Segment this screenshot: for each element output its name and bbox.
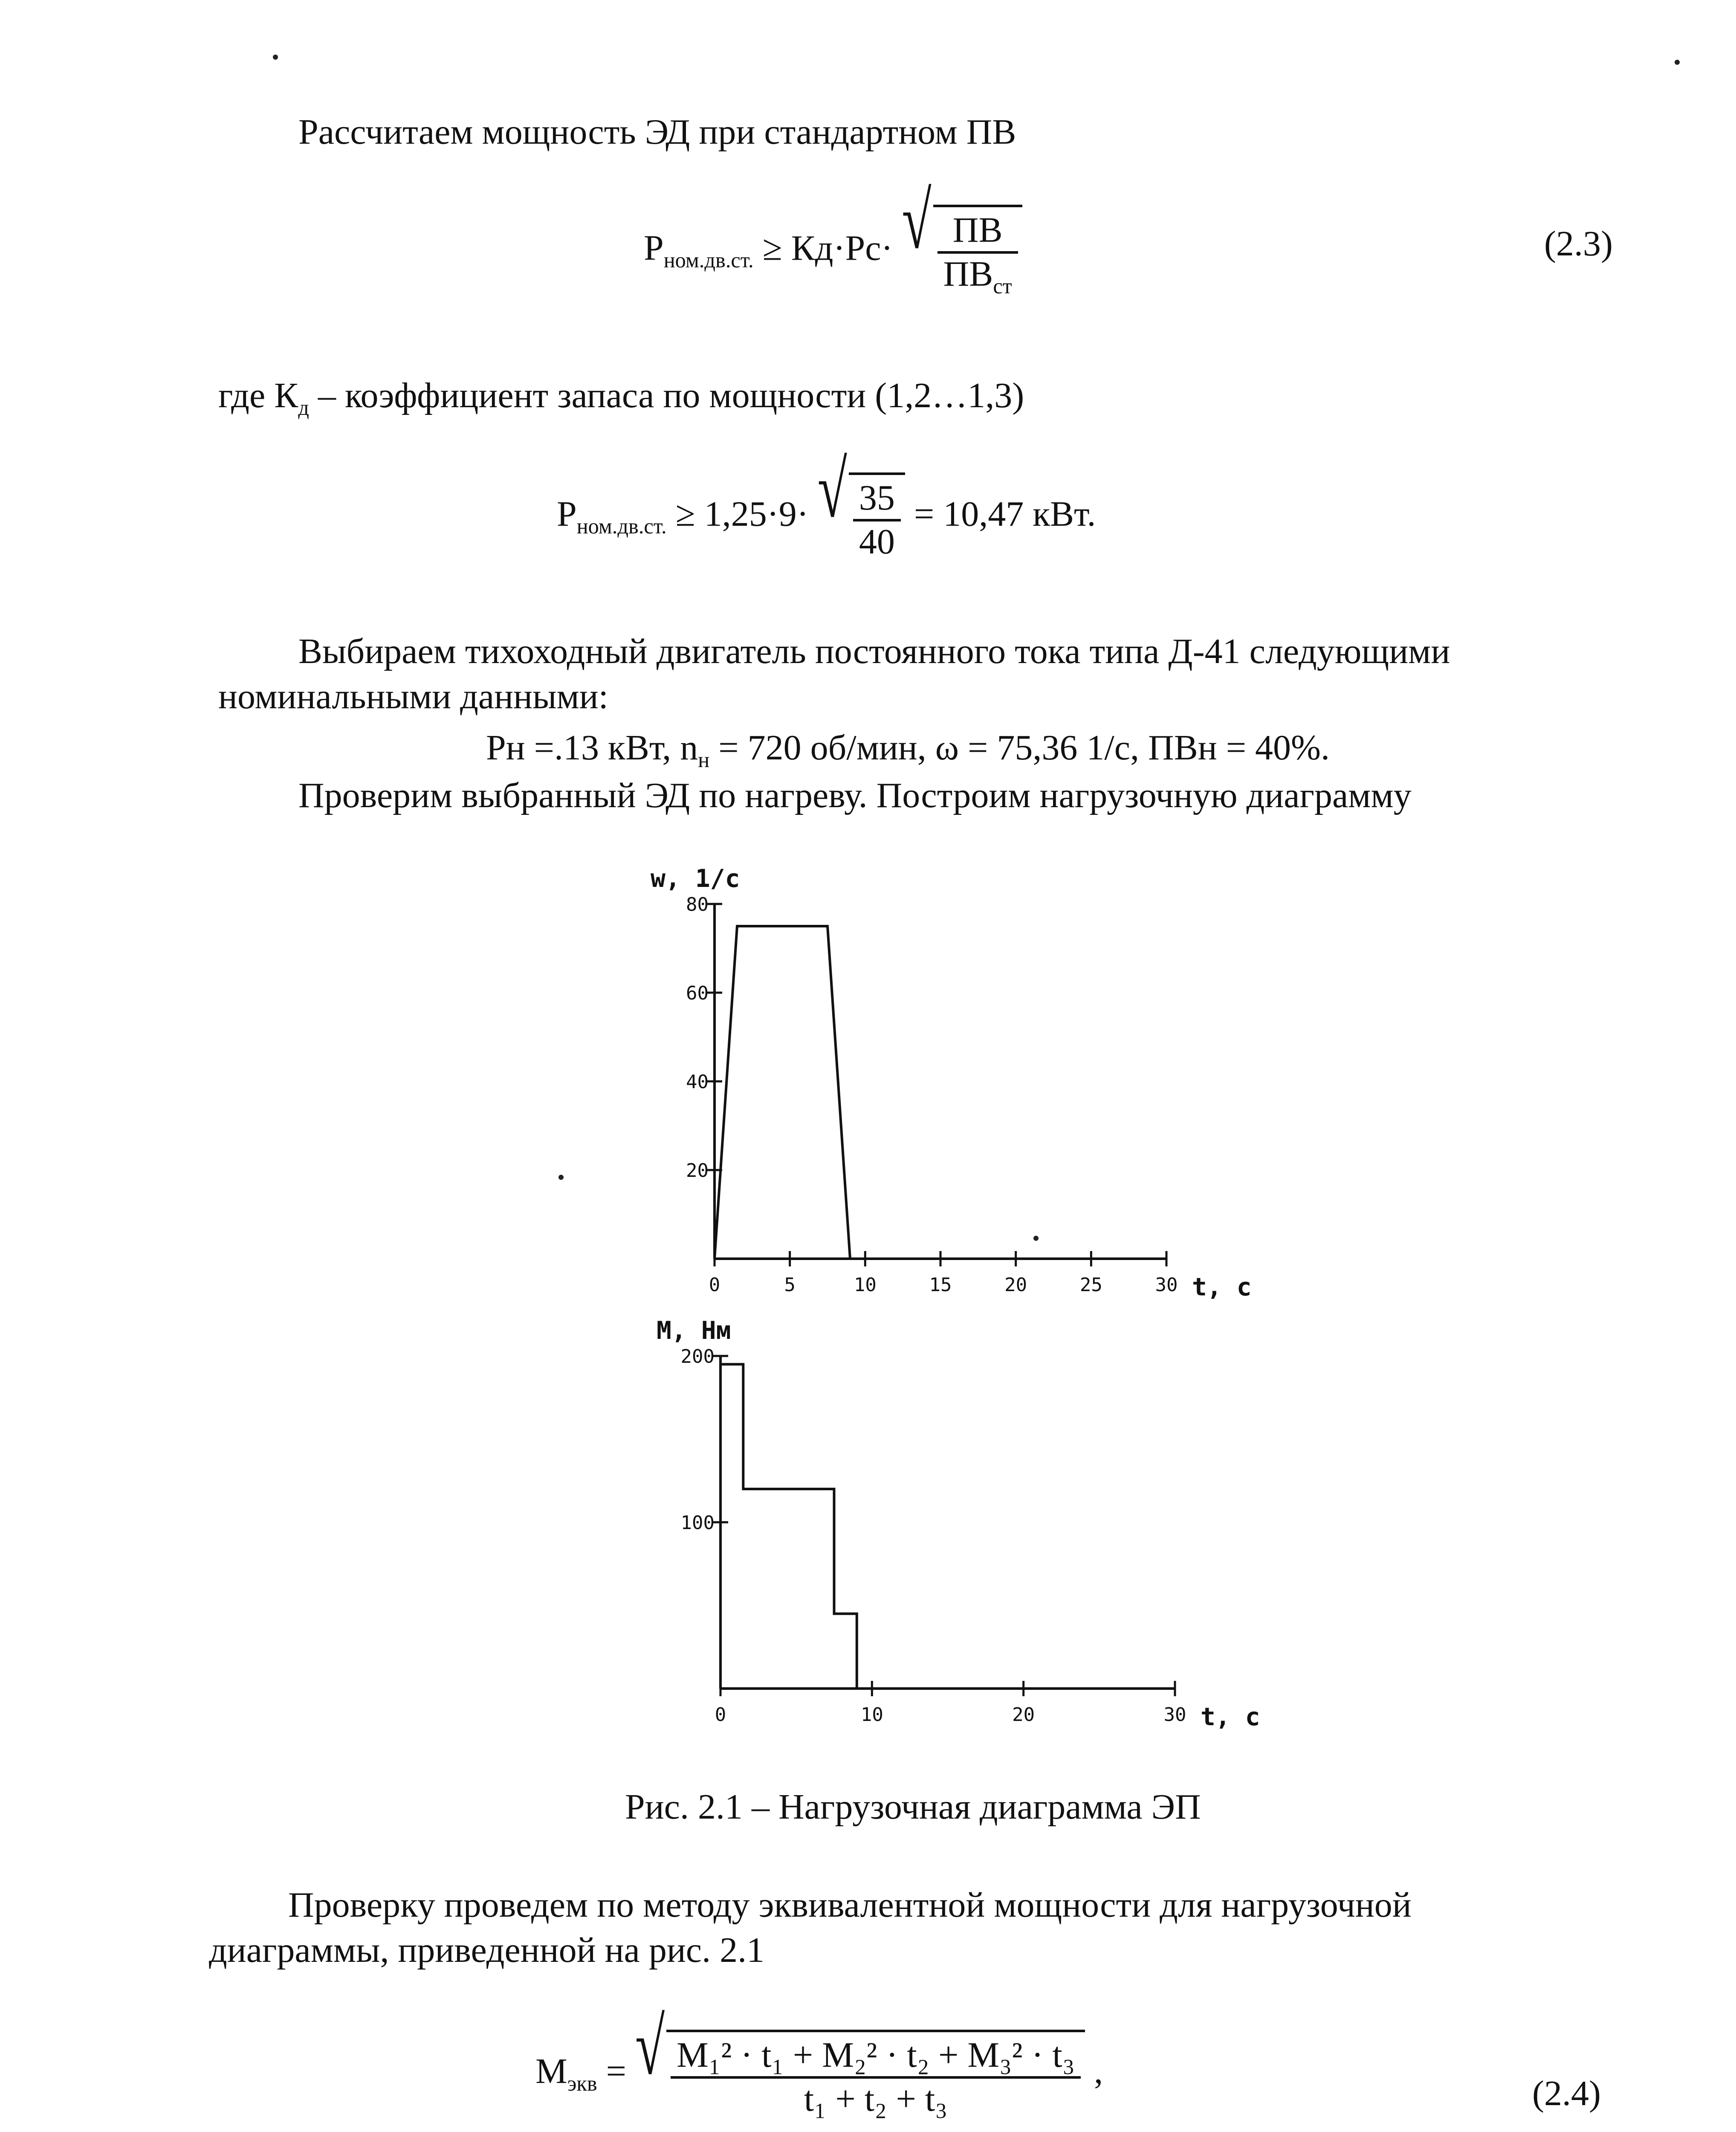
y-tick-label: 20: [686, 1160, 709, 1182]
figure-caption: Рис. 2.1 – Нагрузочная диаграмма ЭП: [625, 1787, 1201, 1827]
paragraph-motor-choice-1: Выбираем тихоходный двигатель постоянного тока типа Д-41 следующими: [298, 631, 1450, 671]
x-tick-label: 0: [709, 1274, 720, 1296]
formula-2-4: $M_{экв}$ = √ $\frac{\text{M₁² · t₁ + M₂² · t₂ + M₃² · t₃}}{\text{t₁ + t₂ + t₃}}$ ,: [535, 2030, 1103, 2120]
paragraph-equivalent-method-2: диаграммы, приведенной на рис. 2.1: [209, 1930, 765, 1970]
formula-result: = 10,47 кВт.: [914, 494, 1096, 534]
sqrt: √ $\frac{35}{40}$: [818, 472, 905, 562]
x-tick-label: 5: [784, 1274, 796, 1296]
x-axis-label: t, c: [1201, 1702, 1260, 1731]
x-tick-label: 0: [715, 1704, 726, 1726]
series-line: [720, 1364, 1175, 1689]
paragraph-heating-check: Проверим выбранный ЭД по нагреву. Построим нагрузочную диаграмму: [298, 776, 1412, 815]
formula-lhs: $P_{ном.дв.ст.}$: [557, 494, 667, 538]
x-tick-label: 30: [1155, 1274, 1178, 1296]
formula-relation: ≥ 1,25·9·: [675, 494, 809, 534]
y-tick-label: 80: [686, 894, 709, 915]
y-tick-label: 40: [686, 1071, 709, 1093]
x-tick-label: 30: [1163, 1704, 1186, 1726]
y-axis-label: w, 1/c: [651, 864, 740, 893]
speed-chart: [651, 864, 1252, 1301]
radical-sign: √: [635, 2002, 665, 2092]
y-tick-label: 100: [680, 1512, 715, 1534]
x-tick-label: 10: [860, 1704, 883, 1726]
y-tick-label: 60: [686, 982, 709, 1004]
formula-lhs: $M_{экв}$ =: [535, 2051, 626, 2095]
x-axis-label: t, c: [1192, 1272, 1252, 1301]
motor-specs: Рн =.13 кВт, $n_н = 720$ об/мин, ω = 75,36 1/с, ПВн = 40%.: [486, 728, 1330, 772]
sqrt: √ $\frac{ПВ}{ПВ_{ст}}$: [902, 205, 1022, 298]
radical-sign: √: [902, 177, 932, 266]
x-tick-label: 15: [929, 1274, 952, 1296]
radical-sign: √: [817, 445, 847, 535]
paragraph-motor-choice-2: номинальными данными:: [218, 677, 608, 716]
formula-relation: ≥ Кд·Рс·: [762, 228, 893, 268]
coefficient-definition: где $К_д$ – коэффициент запаса по мощности (1,2…1,3): [218, 376, 1024, 420]
x-tick-label: 20: [1012, 1704, 1035, 1726]
paragraph-equivalent-method-1: Проверку проведем по методу эквивалентной мощности для нагрузочной: [288, 1885, 1412, 1925]
y-axis-label: M, Нм: [657, 1316, 731, 1345]
sqrt: √ $\frac{\text{M₁² · t₁ + M₂² · t₂ + M₃² · t₃}}{\text{t₁ + t₂ + t₃}}$: [635, 2030, 1085, 2120]
x-tick-label: 25: [1079, 1274, 1102, 1296]
series-line: [715, 926, 1166, 1259]
formula-lhs: $P_{ном.дв.ст.}$: [644, 228, 754, 272]
paragraph-intro: Рассчитаем мощность ЭД при стандартном ПВ: [298, 112, 1016, 152]
x-tick-label: 20: [1004, 1274, 1027, 1296]
equation-number-2-3: (2.3): [1544, 224, 1613, 264]
y-tick-label: 200: [680, 1346, 715, 1367]
x-tick-label: 10: [854, 1274, 877, 1296]
equation-number-2-4: (2.4): [1532, 2074, 1601, 2113]
torque-chart: [657, 1316, 1260, 1731]
